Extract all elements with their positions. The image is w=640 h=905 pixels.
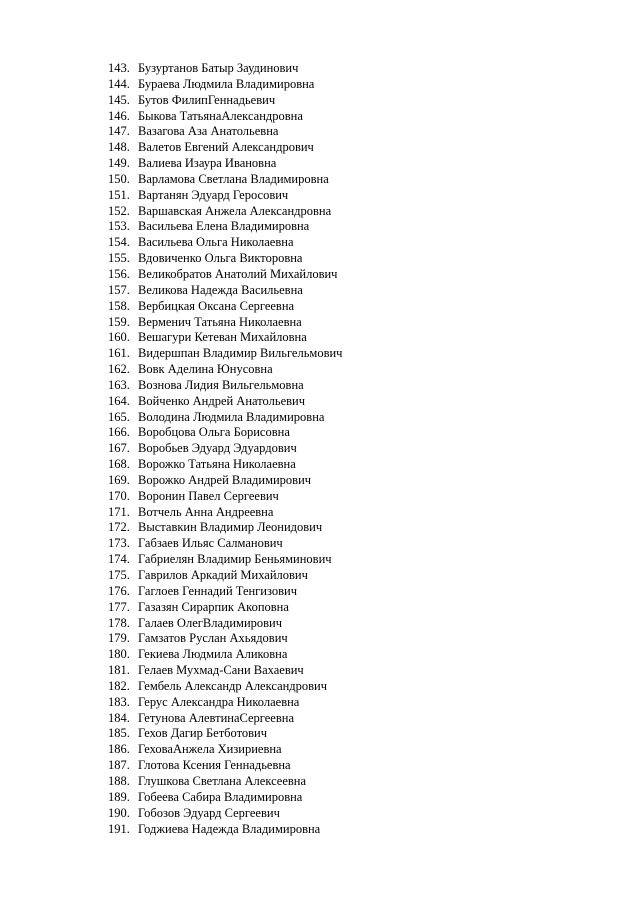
- item-number: 177.: [108, 599, 130, 614]
- item-number: 164.: [108, 393, 130, 408]
- item-number: 180.: [108, 647, 130, 662]
- item-number: 187.: [108, 758, 130, 773]
- item-number: 190.: [108, 805, 130, 820]
- person-name: Васильева Елена Владимировна: [138, 219, 310, 234]
- person-name: Гетунова АлевтинаСергеевна: [138, 710, 294, 725]
- person-name: Великобратов Анатолий Михайлович: [138, 266, 338, 281]
- item-number: 149.: [108, 156, 130, 171]
- person-name: Вознова Лидия Вильгельмовна: [138, 377, 304, 392]
- person-name: Бутов ФилипГеннадьевич: [138, 92, 276, 107]
- item-number: 143.: [108, 61, 130, 75]
- item-number: 155.: [108, 251, 130, 266]
- item-number: 175.: [108, 568, 130, 582]
- person-name: Гекиева Людмила Аликовна: [138, 647, 288, 662]
- person-name: Верменич Татьяна Николаевна: [138, 314, 302, 329]
- item-number: 162.: [108, 362, 130, 377]
- person-name: Видершпан Владимир Вильгельмович: [138, 346, 343, 361]
- person-name: Вербицкая Оксана Сергеевна: [138, 298, 295, 313]
- item-number: 156.: [108, 266, 130, 281]
- person-name: Гембель Александр Александрович: [138, 678, 328, 693]
- person-name: Габриелян Владимир Беньяминович: [138, 552, 332, 567]
- person-name: Глотова Ксения Геннадьевна: [138, 758, 291, 773]
- item-number: 181.: [108, 663, 130, 678]
- person-name: Войченко Андрей Анатольевич: [138, 393, 305, 408]
- item-number: 152.: [108, 203, 130, 218]
- item-number: 150.: [108, 171, 130, 186]
- item-number: 186.: [108, 742, 130, 757]
- item-number: 144.: [108, 76, 130, 91]
- item-number: 160.: [108, 330, 130, 345]
- person-name: Вартанян Эдуард Геросович: [138, 187, 289, 202]
- item-number: 176.: [108, 583, 130, 598]
- person-name: Воробьев Эдуард Эдуардович: [138, 441, 297, 456]
- item-number: 145.: [108, 92, 130, 107]
- item-number: 178.: [108, 615, 130, 630]
- person-name: Варшавская Анжела Александровна: [138, 203, 332, 218]
- item-number: 170.: [108, 488, 130, 503]
- item-number: 172.: [108, 520, 130, 535]
- person-name: Вовк Аделина Юнусовна: [138, 362, 273, 377]
- person-name: Великова Надежда Васильевна: [138, 282, 303, 297]
- item-number: 146.: [108, 108, 130, 123]
- item-number: 147.: [108, 124, 130, 139]
- item-number: 168.: [108, 457, 130, 472]
- person-name: Воронин Павел Сергеевич: [138, 488, 279, 503]
- item-number: 188.: [108, 773, 130, 788]
- person-name: Гаврилов Аркадий Михайлович: [138, 568, 308, 582]
- person-name: Газазян Сирарпик Акоповна: [138, 599, 289, 614]
- item-number: 173.: [108, 536, 130, 551]
- item-number: 189.: [108, 789, 130, 804]
- item-number: 159.: [108, 314, 130, 329]
- person-name: Глушкова Светлана Алексеевна: [138, 773, 307, 788]
- item-number: 157.: [108, 282, 130, 297]
- person-name: Ворожко Татьяна Николаевна: [138, 457, 296, 472]
- item-number: 183.: [108, 694, 130, 709]
- item-number: 154.: [108, 235, 130, 250]
- person-name: Гелаев Мухмад-Сани Вахаевич: [138, 663, 304, 678]
- person-name: Габзаев Ильяс Салманович: [138, 536, 283, 551]
- person-name: Володина Людмила Владимировна: [138, 409, 325, 424]
- person-name: ГеховаАнжела Хизириевна: [138, 742, 282, 757]
- person-name: Варламова Светлана Владимировна: [138, 171, 329, 186]
- item-number: 182.: [108, 678, 130, 693]
- person-name: Галаев ОлегВладимирович: [138, 615, 283, 630]
- person-name: Ворожко Андрей Владимирович: [138, 472, 312, 487]
- item-number: 161.: [108, 346, 130, 361]
- person-name: Гобозов Эдуард Сергеевич: [138, 805, 280, 820]
- item-number: 179.: [108, 631, 130, 646]
- person-name: Валетов Евгений Александрович: [138, 140, 314, 155]
- item-number: 158.: [108, 298, 130, 313]
- item-number: 191.: [108, 821, 130, 836]
- item-number: 148.: [108, 140, 130, 155]
- person-name: Бузуртанов Батыр Заудинович: [138, 61, 299, 75]
- item-number: 171.: [108, 504, 130, 519]
- item-number: 163.: [108, 377, 130, 392]
- item-number: 165.: [108, 409, 130, 424]
- item-number: 151.: [108, 187, 130, 202]
- person-name: Васильева Ольга Николаевна: [138, 235, 294, 250]
- person-name: Вешагури Кетеван Михайловна: [138, 330, 307, 345]
- item-number: 167.: [108, 441, 130, 456]
- person-name: Гамзатов Руслан Ахьядович: [138, 631, 288, 646]
- person-name: Бураева Людмила Владимировна: [138, 76, 315, 91]
- person-name: Вдовиченко Ольга Викторовна: [138, 251, 303, 266]
- person-name: Гаглоев Геннадий Тенгизович: [138, 583, 297, 598]
- item-number: 153.: [108, 219, 130, 234]
- person-name: Вотчель Анна Андреевна: [138, 504, 274, 519]
- person-name: Выставкин Владимир Леонидович: [138, 520, 323, 535]
- person-name: Быкова ТатьянаАлександровна: [138, 108, 303, 123]
- item-number: 185.: [108, 726, 130, 741]
- person-name: Вазагова Аза Анатольевна: [138, 124, 279, 139]
- person-name: Годжиева Надежда Владимировна: [138, 821, 321, 836]
- person-name: Герус Александра Николаевна: [138, 694, 300, 709]
- item-number: 166.: [108, 425, 130, 440]
- item-number: 184.: [108, 710, 130, 725]
- item-number: 174.: [108, 552, 130, 567]
- person-name: Воробцова Ольга Борисовна: [138, 425, 290, 440]
- person-name: Гобеева Сабира Владимировна: [138, 789, 303, 804]
- person-name: Гехов Дагир Бетботович: [138, 726, 268, 741]
- person-name: Валиева Изаура Ивановна: [138, 156, 277, 171]
- item-number: 169.: [108, 472, 130, 487]
